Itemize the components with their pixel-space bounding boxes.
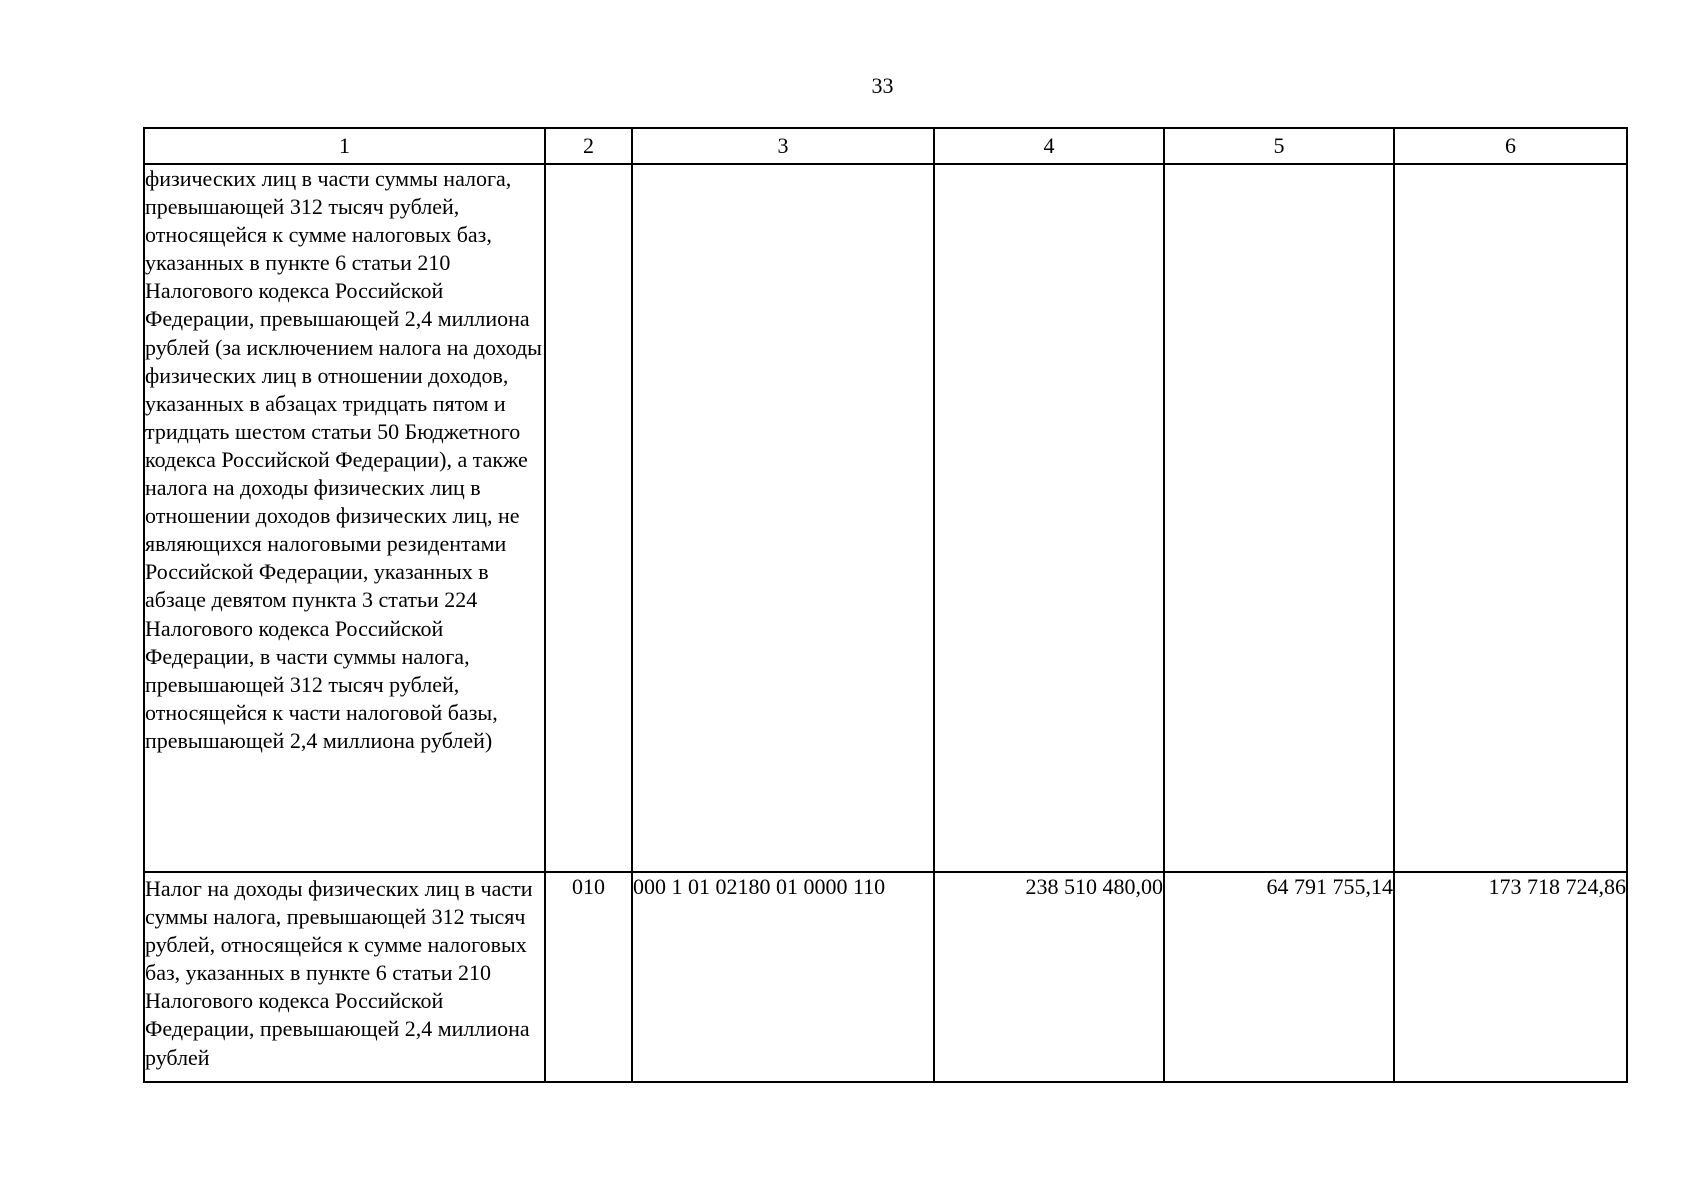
- income-code-cell: 000 1 01 02180 01 0000 110: [632, 872, 934, 1082]
- column-header: 3: [632, 128, 934, 164]
- line-code-cell: 010: [545, 872, 632, 1082]
- value-cell-col6: [1394, 164, 1627, 872]
- column-header: 2: [545, 128, 632, 164]
- income-code-cell: [632, 164, 934, 872]
- page-number: 33: [871, 73, 894, 98]
- table-row: [144, 164, 1627, 872]
- income-table: [143, 127, 1628, 1083]
- line-code-cell: [545, 164, 632, 872]
- value-cell-col5: 64 791 755,14: [1164, 872, 1394, 1082]
- column-header: 4: [934, 128, 1164, 164]
- table-row: [144, 872, 1627, 1082]
- column-header: 6: [1394, 128, 1627, 164]
- value-cell-col5: [1164, 164, 1394, 872]
- value-cell-col4: [934, 164, 1164, 872]
- value-cell-col6: 173 718 724,86: [1394, 872, 1627, 1082]
- column-header: 1: [144, 128, 545, 164]
- value-cell-col4: 238 510 480,00: [934, 872, 1164, 1082]
- row-name-cell: физических лиц в части суммы налога, превышающей 312 тысяч рублей, относящейся к сумме налоговых баз, указанных в пункте 6 статьи 210 Налогового кодекса Российской Федерации, превышающей 2,4 миллиона рублей (за исключением налога на доходы физических лиц в отношении доходов, указанных в абзацах тридцать пятом и тридцать шестом статьи 50 Бюджетного кодекса Российской Федерации), а также налога на доходы физических лиц в отношении доходов физических лиц, не являющихся налоговыми резидентами Российской Федерации, указанных в абзаце девятом пункта 3 статьи 224 Налогового кодекса Российской Федерации, в части суммы налога, превышающей 312 тысяч рублей, относящейся к части налоговой базы, превышающей 2,4 миллиона рублей): [144, 164, 545, 872]
- column-number-row: [144, 128, 1627, 164]
- row-name-cell: Налог на доходы физических лиц в части суммы налога, превышающей 312 тысяч рублей, относящейся к сумме налоговых баз, указанных в пункте 6 статьи 210 Налогового кодекса Российской Федерации, превышающей 2,4 миллиона рублей: [144, 872, 545, 1082]
- column-header: 5: [1164, 128, 1394, 164]
